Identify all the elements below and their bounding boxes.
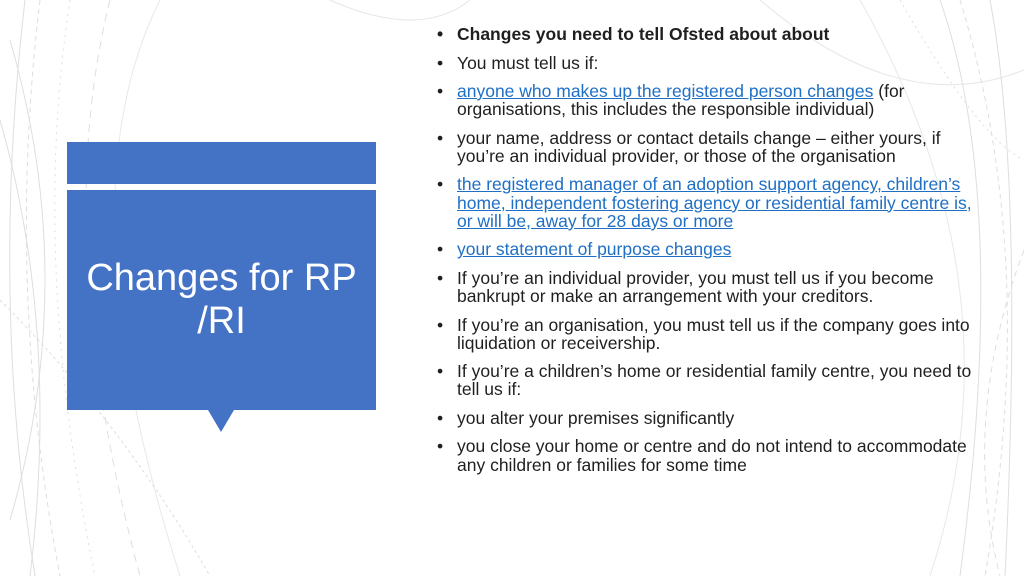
registered-manager-link[interactable]: the registered manager of an adoption support agency, children’s home, independent fostering agency or residential family centre is, or will be, away for 28 days or more [457, 174, 972, 231]
bullet-item [437, 437, 977, 473]
bullet-text: If you’re a children’s home or residential family centre, you need to tell us if: [457, 361, 972, 400]
registered-person-link[interactable]: anyone who makes up the registered person changes [457, 81, 874, 101]
title-box [67, 190, 376, 410]
bullet-text: you alter your premises significantly [457, 407, 735, 428]
bullet-text: (for organisations, this includes the responsible individual) [457, 81, 905, 120]
bullet-item [437, 240, 977, 258]
bullet-text: your name, address or contact details change – either yours, if you’re an individual provider, or those of the organisation [457, 127, 941, 166]
slide-title: Changes for RP /RI [86, 257, 357, 342]
bullet-item [437, 175, 977, 230]
bullet-item [437, 362, 977, 398]
bullet-item [437, 409, 977, 427]
bullet-text: You must tell us if: [457, 52, 599, 73]
title-accent-bar [67, 142, 376, 184]
bullet-list [437, 25, 977, 484]
bullet-item [437, 82, 977, 118]
statement-of-purpose-link[interactable]: your statement of purpose changes [457, 239, 732, 260]
bullet-item [437, 316, 977, 352]
bullet-item [437, 269, 977, 305]
bullet-item [437, 54, 977, 72]
bullet-text: If you’re an organisation, you must tell us if the company goes into liquidation or receivership. [457, 314, 970, 353]
bullet-text: Changes you need to tell Ofsted about about [457, 24, 830, 44]
bullet-item [437, 25, 977, 43]
bullet-item [437, 129, 977, 165]
bullet-text: If you’re an individual provider, you must tell us if you become bankrupt or make an arrangement with your creditors. [457, 267, 934, 307]
bullet-text: you close your home or centre and do not intend to accommodate any children or families for some time [457, 436, 967, 475]
